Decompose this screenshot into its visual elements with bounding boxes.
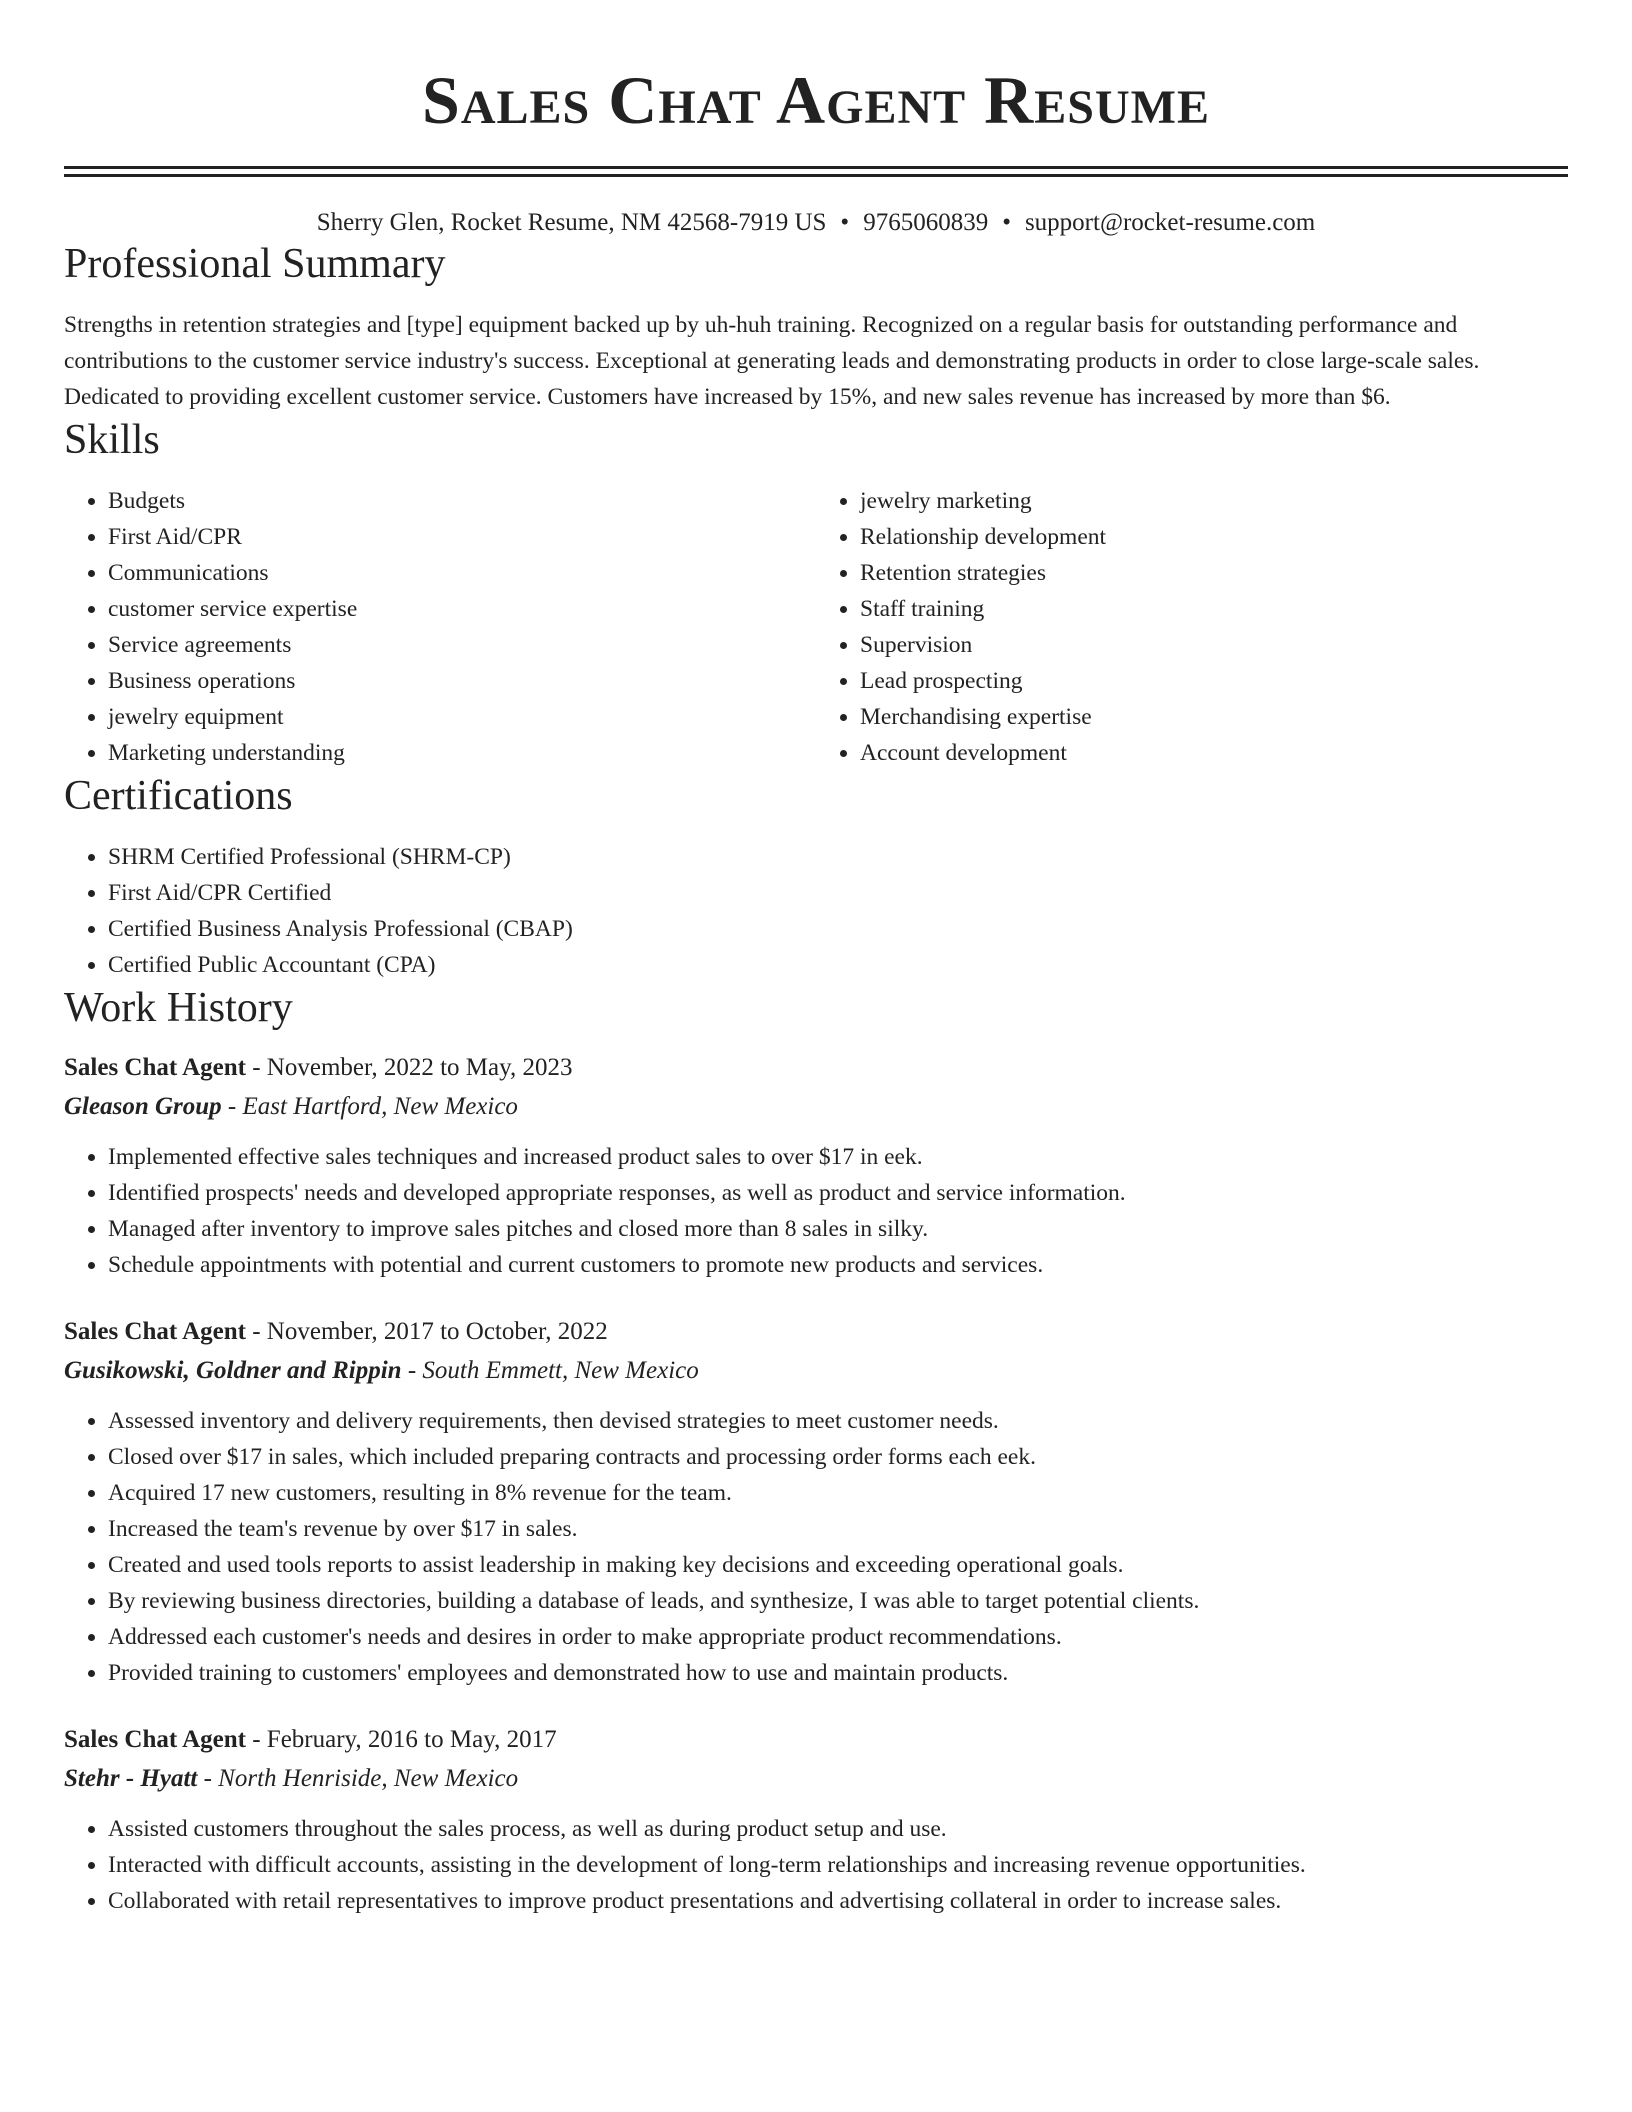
skill-item: • Retention strategies	[860, 555, 1568, 591]
job-bullet: • Collaborated with retail representatives to improve product presentations and advertising collateral in order to increase sales.	[108, 1883, 1568, 1919]
skill-item: • Merchandising expertise	[860, 699, 1568, 735]
work-history-list	[64, 1049, 1568, 1919]
summary-heading: Professional Summary	[64, 241, 446, 287]
job-bullet: • Provided training to customers' employees and demonstrated how to use and maintain products.	[108, 1655, 1568, 1691]
work-history-heading: Work History	[64, 985, 293, 1031]
certifications-heading: Certifications	[64, 773, 293, 819]
skill-item: • First Aid/CPR	[108, 519, 816, 555]
job-bullet: • Addressed each customer's needs and desires in order to make appropriate product recommendations.	[108, 1619, 1568, 1655]
skills-list-left	[64, 483, 816, 771]
job-bullet: • Schedule appointments with potential and current customers to promote new products and services.	[108, 1247, 1568, 1283]
job-bullet: • Managed after inventory to improve sales pitches and closed more than 8 sales in silky.	[108, 1211, 1568, 1247]
skill-item: • Lead prospecting	[860, 663, 1568, 699]
summary-text: Strengths in retention strategies and [type] equipment backed up by uh-huh training. Recognized on a regular basis for outstanding performance and contributions to the customer service industry's success. Exceptional at generating leads and demonstrating products in order to close large-scale sales. Dedicated to providing excellent customer service. Customers have increased by 15%, and new sales revenue has increased by more than $6.	[64, 312, 1480, 410]
job-dates: November, 2017 to October, 2022	[266, 1318, 608, 1345]
title-double-rule	[64, 166, 1568, 177]
contact-separator: •	[840, 209, 850, 236]
contact-phone: 9765060839	[863, 209, 989, 236]
job-dates: November, 2022 to May, 2023	[266, 1054, 573, 1081]
skill-item: • Account development	[860, 735, 1568, 771]
job-dash: -	[245, 1726, 267, 1753]
skill-item: • Service agreements	[108, 627, 816, 663]
job-entry	[64, 1049, 1568, 1283]
job-role: Sales Chat Agent	[64, 1726, 246, 1753]
job-title-line	[64, 1721, 1568, 1759]
certifications-list	[64, 839, 1568, 983]
job-role: Sales Chat Agent	[64, 1318, 246, 1345]
job-role: Sales Chat Agent	[64, 1054, 246, 1081]
skills-columns	[64, 483, 1568, 771]
job-dash: -	[401, 1357, 423, 1384]
job-company: Gleason Group	[64, 1093, 222, 1120]
skills-list-right	[816, 483, 1568, 771]
job-bullets	[64, 1139, 1568, 1283]
skill-item: • jewelry marketing	[860, 483, 1568, 519]
resume-title: Sales Chat Agent Resume	[422, 62, 1210, 138]
job-bullets	[64, 1403, 1568, 1691]
job-dash: -	[197, 1765, 219, 1792]
job-company-line	[64, 1351, 1568, 1391]
job-company-line	[64, 1087, 1568, 1127]
job-bullet: • Assessed inventory and delivery requirements, then devised strategies to meet customer needs.	[108, 1403, 1568, 1439]
certification-item: • First Aid/CPR Certified	[108, 875, 1568, 911]
skill-item: • Business operations	[108, 663, 816, 699]
job-bullet: • Assisted customers throughout the sales process, as well as during product setup and use.	[108, 1811, 1568, 1847]
contact-separator: •	[1002, 209, 1011, 236]
job-bullet: • Increased the team's revenue by over $17 in sales.	[108, 1511, 1568, 1547]
job-bullet: • By reviewing business directories, building a database of leads, and synthesize, I was able to target potential clients.	[108, 1583, 1568, 1619]
job-location: East Hartford, New Mexico	[242, 1093, 518, 1120]
job-bullets	[64, 1811, 1568, 1919]
job-company: Gusikowski, Goldner and Rippin	[64, 1357, 402, 1384]
job-dash: -	[221, 1093, 243, 1120]
job-bullet: • Closed over $17 in sales, which included preparing contracts and processing order forms each eek.	[108, 1439, 1568, 1475]
job-company: Stehr - Hyatt	[64, 1765, 198, 1792]
job-title-line	[64, 1049, 1568, 1087]
job-dates: February, 2016 to May, 2017	[266, 1726, 557, 1753]
job-bullet: • Acquired 17 new customers, resulting in 8% revenue for the team.	[108, 1475, 1568, 1511]
skill-item: • Supervision	[860, 627, 1568, 663]
skill-item: • jewelry equipment	[108, 699, 816, 735]
contact-email: support@rocket-resume.com	[1024, 209, 1316, 236]
job-bullet: • Implemented effective sales techniques and increased product sales to over $17 in eek.	[108, 1139, 1568, 1175]
certification-item: • Certified Public Accountant (CPA)	[108, 947, 1568, 983]
job-dash: -	[245, 1054, 267, 1081]
contact-line	[64, 207, 1568, 239]
skill-item: • Budgets	[108, 483, 816, 519]
certification-item: • Certified Business Analysis Professional (CBAP)	[108, 911, 1568, 947]
job-entry	[64, 1721, 1568, 1919]
job-title-line	[64, 1313, 1568, 1351]
job-location: North Henriside, New Mexico	[218, 1765, 519, 1792]
skill-item: • customer service expertise	[108, 591, 816, 627]
job-bullet: • Created and used tools reports to assist leadership in making key decisions and exceeding operational goals.	[108, 1547, 1568, 1583]
job-company-line	[64, 1759, 1568, 1799]
job-dash: -	[245, 1318, 267, 1345]
job-bullet: • Interacted with difficult accounts, assisting in the development of long-term relationships and increasing revenue opportunities.	[108, 1847, 1568, 1883]
skills-heading: Skills	[64, 417, 160, 463]
skill-item: • Relationship development	[860, 519, 1568, 555]
contact-address: Sherry Glen, Rocket Resume, NM 42568-7919 US	[316, 209, 827, 236]
skill-item: • Staff training	[860, 591, 1568, 627]
job-bullet: • Identified prospects' needs and developed appropriate responses, as well as product and service information.	[108, 1175, 1568, 1211]
certification-item: • SHRM Certified Professional (SHRM-CP)	[108, 839, 1568, 875]
skill-item: • Marketing understanding	[108, 735, 816, 771]
job-location: South Emmett, New Mexico	[422, 1357, 699, 1384]
job-entry	[64, 1313, 1568, 1691]
skill-item: • Communications	[108, 555, 816, 591]
